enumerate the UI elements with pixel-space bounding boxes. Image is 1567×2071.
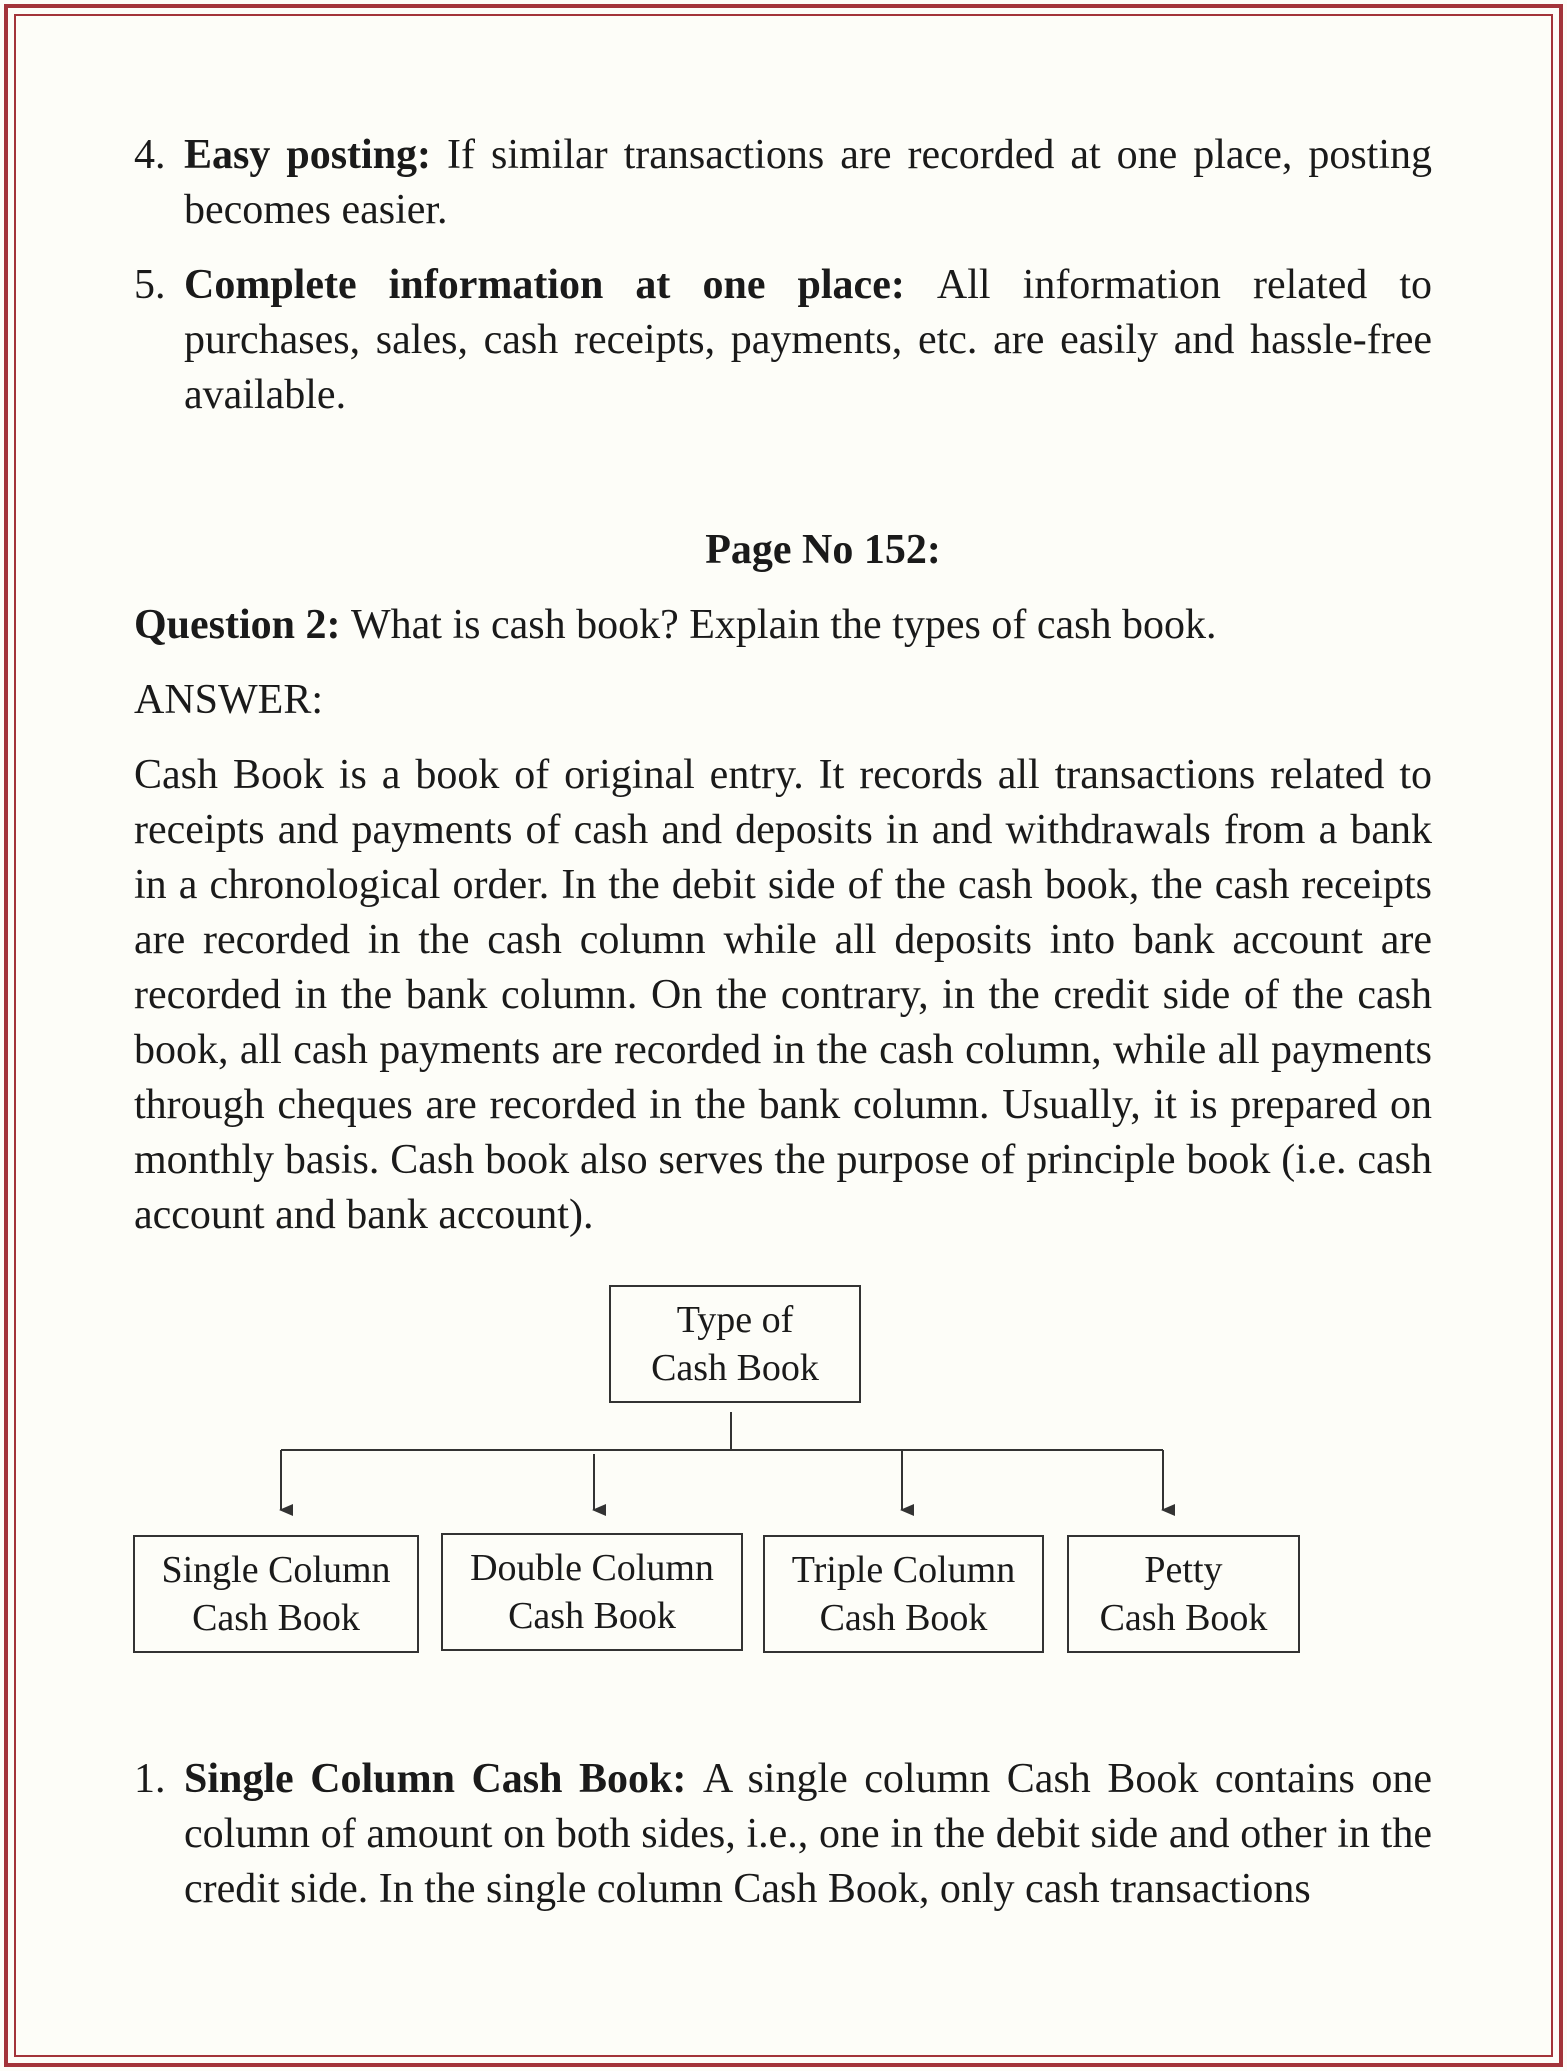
item-number: 5. bbox=[134, 262, 166, 308]
list-item bbox=[134, 1752, 1432, 1917]
box-line1: Petty bbox=[1144, 1549, 1223, 1591]
list-item bbox=[134, 258, 1432, 423]
box-line1: Double Column bbox=[470, 1547, 714, 1589]
box-line2: Cash Book bbox=[508, 1595, 676, 1637]
diagram-box-single-column bbox=[133, 1535, 419, 1653]
diagram-box-petty bbox=[1067, 1535, 1300, 1653]
answer-paragraph: Cash Book is a book of original entry. It records all transactions related to receipts and payments of cash and deposits in and withdrawals from a bank in a chronological order. In the debit side of the cash book, the cash receipts are recorded in the cash column while all deposits into bank account are recorded in the bank column. On the contrary, in the credit side of the cash book, all cash payments are recorded in the cash column, while all payments through cheques are recorded in the bank column. Usually, it is prepared on monthly basis. Cash book also serves the purpose of principle book (i.e. cash account and bank account). bbox=[134, 752, 1432, 1238]
box-line2: Cash Book bbox=[1099, 1597, 1268, 1639]
item-text: If similar transactions are recorded at one place, posting becomes easier. bbox=[184, 132, 1433, 233]
answer-label: ANSWER: bbox=[134, 677, 323, 723]
question bbox=[134, 598, 1432, 653]
diagram-root-box bbox=[609, 1285, 861, 1403]
diagram-box-triple-column bbox=[763, 1535, 1044, 1653]
item-number: 4. bbox=[134, 132, 166, 178]
item-number: 1. bbox=[134, 1756, 166, 1802]
lower-content bbox=[134, 1752, 1432, 1937]
box-line2: Cash Book bbox=[819, 1597, 988, 1639]
cash-book-types-diagram bbox=[0, 1270, 1567, 1670]
question-text: What is cash book? Explain the types of cash book. bbox=[351, 602, 1217, 648]
box-line1: Type of bbox=[676, 1299, 794, 1341]
box-line2: Cash Book bbox=[651, 1347, 819, 1389]
item-title: Easy posting: bbox=[184, 132, 448, 178]
item-title: Complete information at one place: bbox=[184, 262, 937, 308]
box-line2: Cash Book bbox=[192, 1597, 360, 1639]
box-line1: Single Column bbox=[161, 1549, 391, 1591]
page-number-heading: Page No 152: bbox=[705, 527, 941, 573]
diagram-box-double-column bbox=[441, 1533, 743, 1651]
list-item bbox=[134, 128, 1432, 238]
item-text: All information related to purchases, sales, cash receipts, payments, etc. are easily and hassle-free available. bbox=[184, 262, 1432, 418]
item-title: Single Column Cash Book: bbox=[184, 1756, 703, 1802]
item-text: A single column Cash Book contains one column of amount on both sides, i.e., one in the debit side and other in the credit side. In the single column Cash Book, only cash transactions bbox=[184, 1756, 1432, 1912]
main-content bbox=[134, 128, 1432, 1243]
question-label: Question 2: bbox=[134, 602, 352, 648]
box-line1: Triple Column bbox=[791, 1549, 1016, 1591]
